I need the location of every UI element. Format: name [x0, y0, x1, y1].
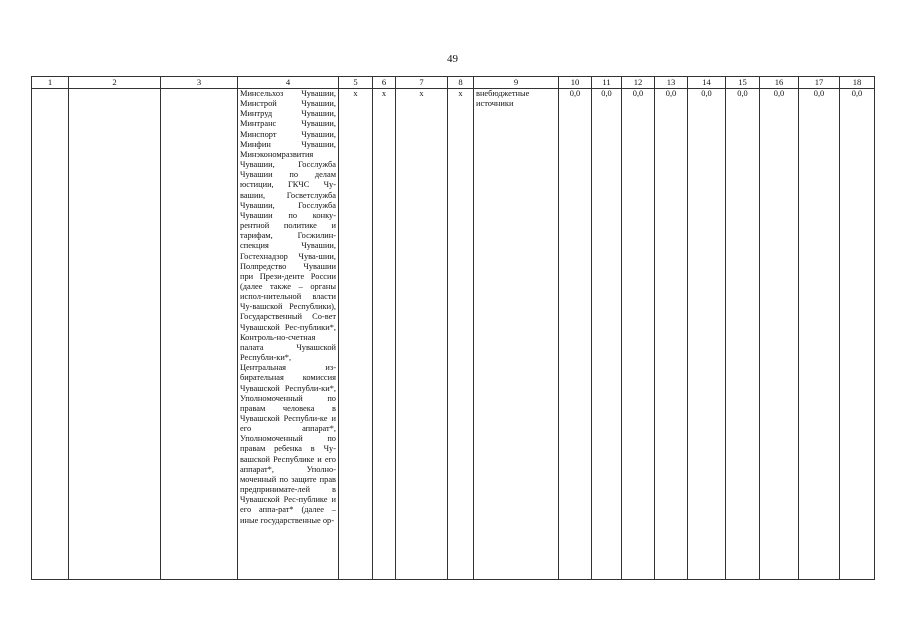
cell-col-18: 0,0: [840, 89, 875, 580]
column-header-17: 17: [799, 77, 840, 89]
program-table: [31, 76, 875, 580]
column-header-1: 1: [32, 77, 69, 89]
column-header-14: 14: [688, 77, 726, 89]
cell-col-17: 0,0: [799, 89, 840, 580]
cell-col-13: 0,0: [655, 89, 688, 580]
column-header-8: 8: [448, 77, 474, 89]
column-header-16: 16: [760, 77, 799, 89]
funding-source-cell: внебюджетные источники: [474, 89, 559, 580]
header-row: [32, 77, 875, 89]
cell-col-16: 0,0: [760, 89, 799, 580]
column-header-2: 2: [69, 77, 161, 89]
column-header-4: 4: [238, 77, 339, 89]
cell-col-6: x: [373, 89, 396, 580]
table-row: [32, 89, 875, 580]
cell-col-8: x: [448, 89, 474, 580]
cell-col-12: 0,0: [622, 89, 655, 580]
executors-cell: Минсельхоз Чувашии, Минстрой Чувашии, Минтруд Чувашии, Минтранс Чувашии, Минспорт Чувашии, Минфин Чувашии, Минэкономразвития Чувашии, Госслужба Чувашии по делам юстиции, ГКЧС Чу-вашии, Госветслужба Чувашии, Госслужба Чувашии по конку-рентной политике и тарифам, Госжилин-спекция Чувашии, Гостехнадзор Чува-шии, Полпредство Чувашии при Прези-денте России (далее также – органы испол-нительной власти Чу-вашской Республики), Государственный Со-вет Чувашской Рес-публики*, Контроль-но-счетная палата Чувашской Республи-ки*, Центральная из-бирательная комиссия Чувашской Республи-ки*, Уполномоченный по правам человека в Чувашской Республи-ке и его аппарат*, Уполномоченный по правам ребенка в Чу-вашской Республике и его аппарат*, Уполно-моченный по защите прав предпринимате-лей в Чувашской Рес-публике и его аппа-рат* (далее – иные государственные ор-: [238, 89, 339, 580]
column-header-18: 18: [840, 77, 875, 89]
cell-col-2: [69, 89, 161, 580]
column-header-5: 5: [339, 77, 373, 89]
cell-col-15: 0,0: [726, 89, 760, 580]
column-header-3: 3: [161, 77, 238, 89]
cell-col-1: [32, 89, 69, 580]
column-header-13: 13: [655, 77, 688, 89]
cell-col-14: 0,0: [688, 89, 726, 580]
column-header-11: 11: [592, 77, 622, 89]
cell-col-11: 0,0: [592, 89, 622, 580]
page-number: 49: [447, 53, 458, 65]
column-header-7: 7: [396, 77, 448, 89]
cell-col-10: 0,0: [559, 89, 592, 580]
column-header-6: 6: [373, 77, 396, 89]
column-header-12: 12: [622, 77, 655, 89]
cell-col-5: x: [339, 89, 373, 580]
column-header-15: 15: [726, 77, 760, 89]
column-header-9: 9: [474, 77, 559, 89]
cell-col-3: [161, 89, 238, 580]
cell-col-7: x: [396, 89, 448, 580]
column-header-10: 10: [559, 77, 592, 89]
